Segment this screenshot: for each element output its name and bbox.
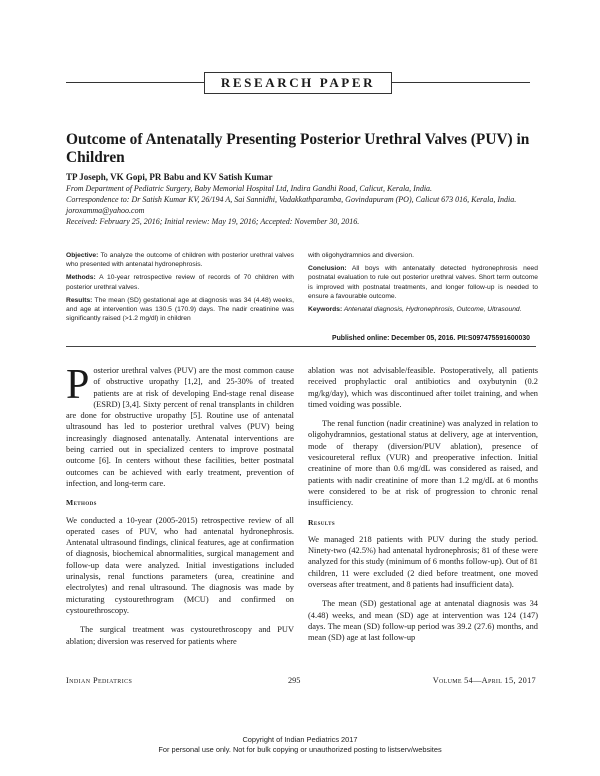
conclusion-label: Conclusion:: [308, 265, 347, 273]
divider: [66, 346, 536, 347]
abstract-objective: [66, 251, 294, 269]
keywords-label: Keywords:: [308, 306, 343, 314]
results-text: The mean (SD) gestational age at diagnosis was 34 (4.48) weeks, and age at intervention was 130.5 (170.9) days. The nadir creatinine was significantly raised (>1.2 mg/dl) in children: [66, 296, 294, 323]
keywords-text: Antenatal diagnosis, Hydronephrosis, Outcome, Ultrasound.: [342, 306, 522, 314]
methods-heading: Methods: [66, 498, 97, 508]
footer-page-number: 295: [288, 676, 301, 685]
published-online: Published online: December 05, 2016. PII:S097475591600030: [331, 335, 530, 342]
affiliation: From Department of Pediatric Surgery, Baby Memorial Hospital Ltd, Indira Gandhi Road, Calicut, Kerala, India.: [66, 184, 433, 193]
abstract-left: [66, 251, 294, 327]
intro-text: osterior urethral valves (PUV) are the most common cause of obstructive uropathy [1,2], and 25-30% of treated patients are at risk of developing End-stage renal disease (ESRD) [3,4]. Sixty percent of renal transplants in children are done for obstructive uropathy [5]. Routine use of antenatal ultrasound has led to posterior urethral valves (PUV) being increasingly diagnosed antenatally. Antenatal interventions are being carried out in specialized centers to improve postnatal outcome [6]. In centers without these facilities, better postnatal outcomes can be achieved with early treatment, prevention of infection, and long-term care.: [66, 366, 294, 488]
correspondence: Correspondence to: Dr Satish Kumar KV, 26/194 A, Sai Sannidhi, Vadakkathparamba, Govindapuram (PO), Calicut 673 016, Kerala, India. joroxamma@yahoo.com: [66, 195, 517, 215]
abstract-right: [308, 251, 538, 318]
intro-paragraph: [66, 362, 294, 489]
drop-cap: P: [66, 362, 90, 408]
section-label: RESEARCH PAPER: [204, 72, 392, 94]
objective-text: To analyze the outcome of children with posterior urethral valves who presented with antenatal hydronephrosis.: [66, 252, 294, 269]
abstract-conclusion: [308, 264, 538, 301]
article-title: Outcome of Antenatally Presenting Posterior Urethral Valves (PUV) in Children: [66, 131, 530, 166]
review-dates: Received: February 25, 2016; Initial review: May 19, 2016; Accepted: November 30, 2016.: [66, 217, 360, 226]
conclusion-text: All boys with antenatally detected hydronephrosis need postnatal evaluation to rule out posterior urethral valves. Short term outcome is improved with postnatal treatments, and longer follow-up is needed to ensure a favourable outcome.: [308, 265, 538, 300]
authors: TP Joseph, VK Gopi, PR Babu and KV Satish Kumar: [66, 172, 273, 182]
right-paragraph-2: The renal function (nadir creatinine) was analyzed in relation to oligohydramnios, gestational status at delivery, age at intervention, mode of therapy (diversion/PUV ablation), presence of vesicoureteral reflux (VUR) and preoperative infection. Initial creatinine of more than 0.6 mg/dL was considered as raised, and patients with nadir creatinine of more than 1.2 mg/dL at 6 months were considered to be at risk of progression to chronic renal insufficiency.: [308, 419, 538, 508]
methods-paragraph-2: The surgical treatment was cystourethroscopy and PUV ablation; diversion was reserved for patients where: [66, 625, 294, 646]
results-label: Results:: [66, 296, 93, 304]
abstract-keywords: [308, 305, 538, 314]
abstract-results-cont: with oligohydramnios and diversion.: [308, 252, 414, 259]
section-band: [66, 72, 530, 94]
affiliation-block: [66, 183, 536, 227]
results-heading: Results: [308, 517, 336, 527]
results-paragraph-2: The mean (SD) gestational age at antenatal diagnosis was 34 (4.48) weeks, and mean (SD) age at intervention was 124 (147) days. The mean (SD) follow-up period was 39.2 (27.6) months, and mean (SD) age at last follow-up: [308, 599, 538, 643]
body-column-left: [66, 362, 294, 655]
right-paragraph-1: ablation was not advisable/feasible. Postoperatively, all patients received prophylactic oral antibiotics and oxybutynin (0.2 mg/kg/day), which was discontinued after toilet training, and when timed voiding was possible.: [308, 366, 538, 409]
abstract-results: [66, 296, 294, 324]
footer-volume: Volume 54—April 15, 2017: [432, 676, 536, 685]
band-rule-right: [392, 82, 530, 83]
body-column-right: [308, 365, 538, 652]
copyright-notice: [0, 735, 600, 755]
methods-label: Methods:: [66, 274, 96, 282]
band-rule-left: [66, 82, 204, 83]
results-paragraph-1: We managed 218 patients with PUV during the study period. Ninety-two (42.5%) had antenatal hydronephrosis; 81 of these were analyzed for this study (minimum of 6 months follow-up). Out of 81 children, 11 were excluded (2 died before treatment, one moved overseas after treatment, and 8 patients had insufficient data).: [308, 534, 538, 590]
objective-label: Objective:: [66, 252, 99, 259]
footer-journal: Indian Pediatrics: [66, 676, 133, 685]
methods-paragraph-1: We conducted a 10-year (2005-2015) retrospective review of all operated cases of PUV, who had antenatal hydronephrosis. Antenatal ultrasound findings, clinical features, age at confirmation of diagnosis, biochemical abnormalities, surgical management and follow-up data were analyzed. Initial investigations included urinalysis, renal functions parameters (urea, creatinine and electrolytes) and renal ultrasound. The diagnosis was made by micturating cystourethrogram (MCU) and confirmed on cystourethroscopy.: [66, 515, 294, 615]
usage-notice: For personal use only. Not for bulk copying or unauthorized posting to listserv/websites: [158, 745, 442, 754]
copyright-line: Copyright of Indian Pediatrics 2017: [242, 735, 358, 744]
methods-text: A 10-year retrospective review of records of 70 children with posterior urethral valves.: [66, 274, 294, 291]
abstract-methods: [66, 273, 294, 291]
